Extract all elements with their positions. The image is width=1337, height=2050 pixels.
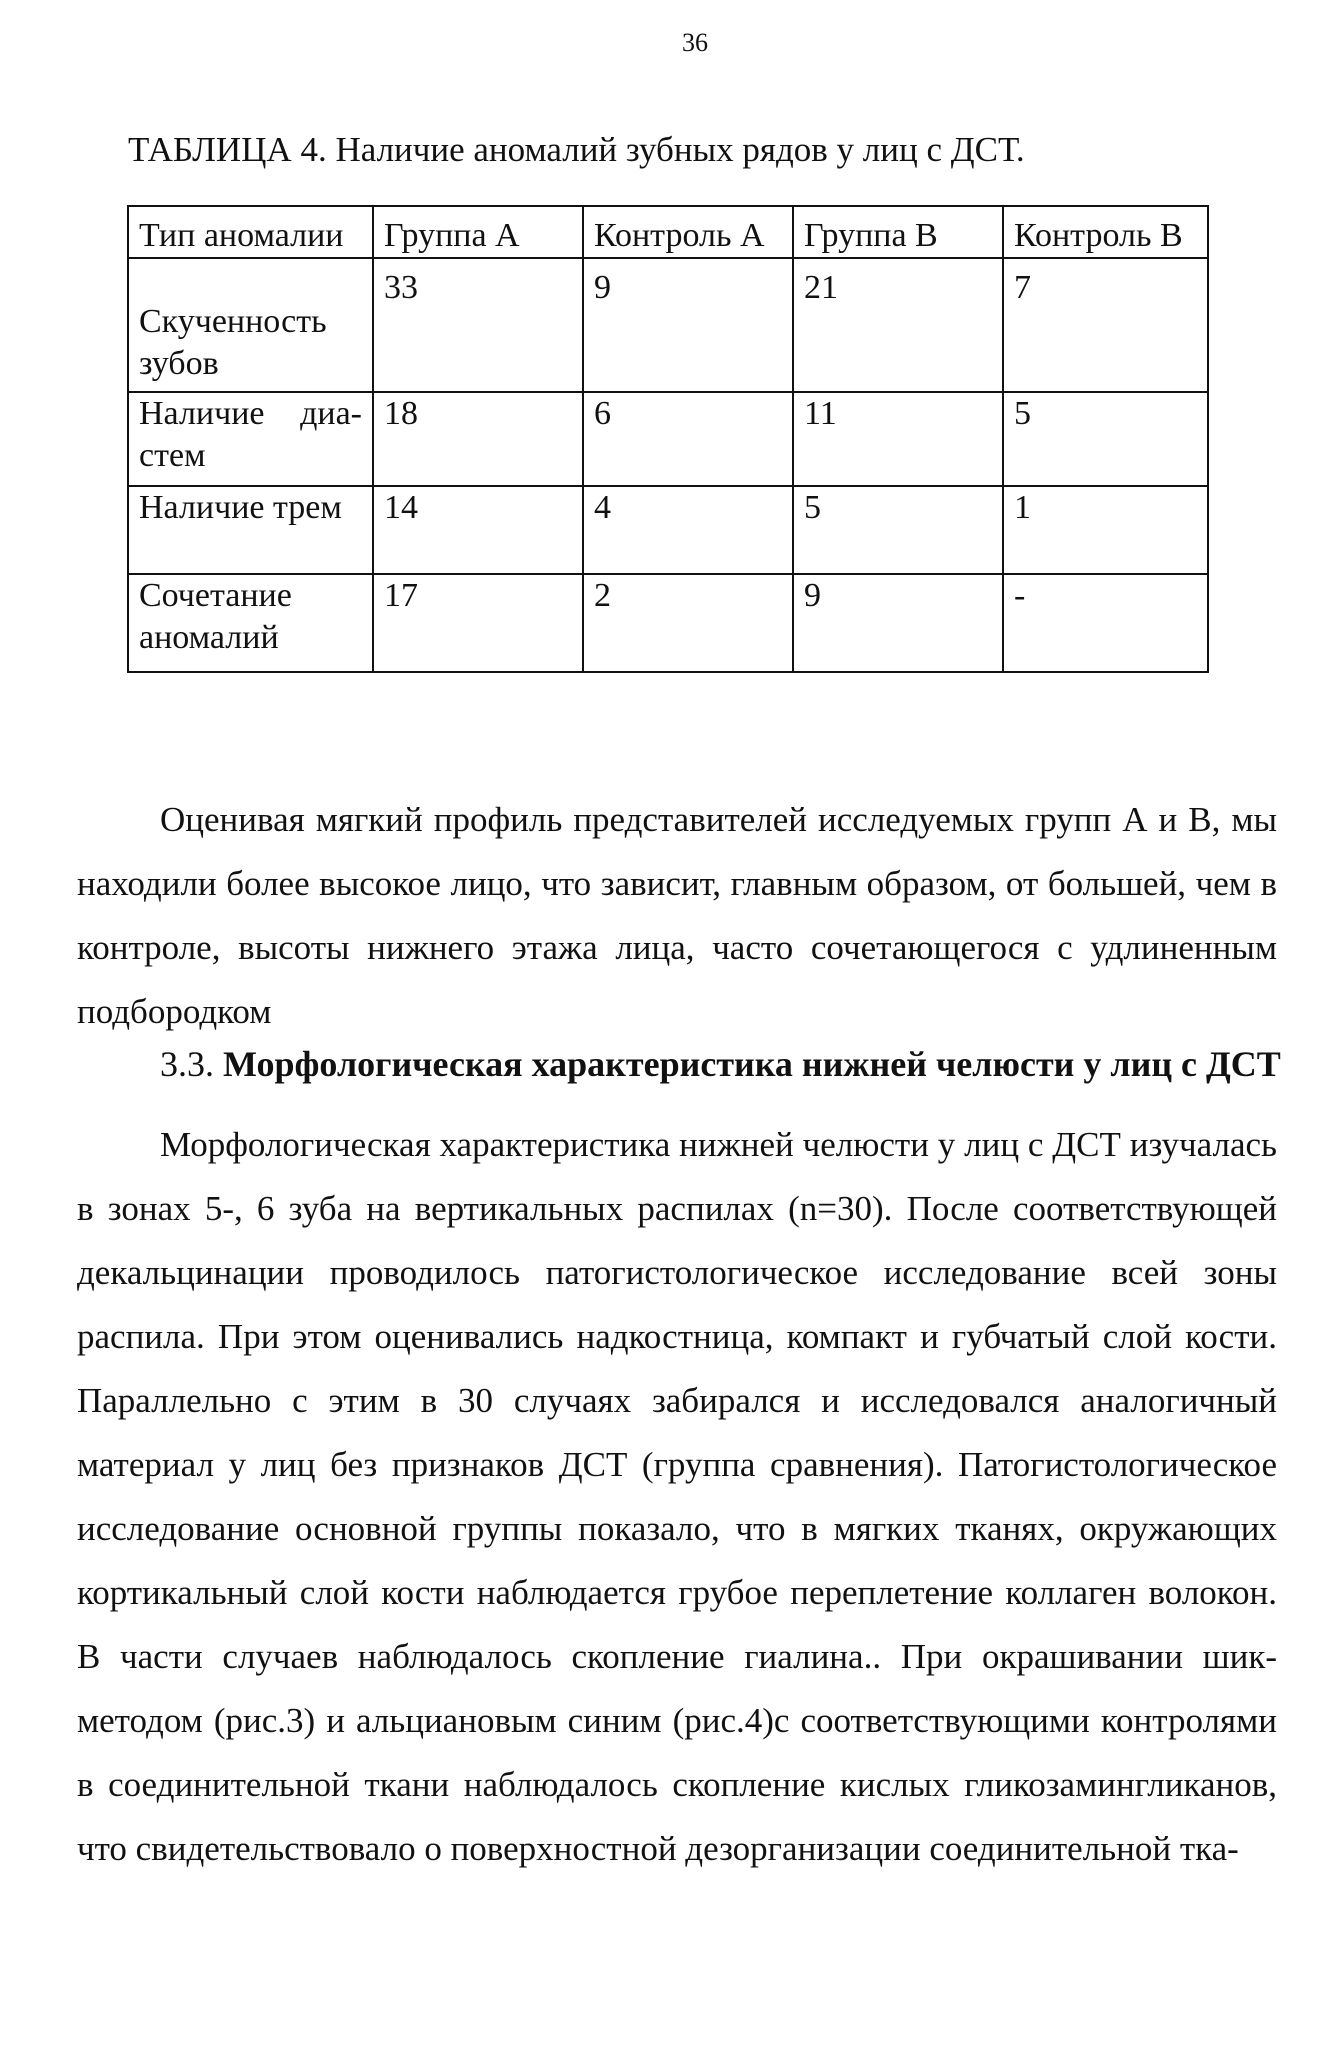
row-label: Наличие диа- стем <box>139 395 362 474</box>
header-control-a: Контроль А <box>583 206 793 258</box>
section-heading <box>160 1043 1281 1085</box>
header-anomaly-type: Тип аномалии <box>128 206 373 258</box>
cell-value: - <box>1003 574 1208 672</box>
row-label: Скученность зубов <box>128 258 373 392</box>
cell-value: 11 <box>793 392 1003 486</box>
cell-value: 9 <box>793 574 1003 672</box>
header-control-b: Контроль В <box>1003 206 1208 258</box>
section-title: Морфологическая характеристика нижней челюсти у лиц с ДСТ <box>223 1044 1281 1084</box>
cell-value: 2 <box>583 574 793 672</box>
cell-value: 17 <box>373 574 583 672</box>
cell-value: 5 <box>1003 392 1208 486</box>
table-row <box>128 486 1208 574</box>
table-caption: ТАБЛИЦА 4. Наличие аномалий зубных рядов у лиц с ДСТ. <box>128 130 1025 169</box>
cell-value: 5 <box>793 486 1003 574</box>
cell-value: 9 <box>583 258 793 392</box>
cell-value: 4 <box>583 486 793 574</box>
cell-value: 14 <box>373 486 583 574</box>
row-label: Сочетание аномалий <box>128 574 373 672</box>
header-group-a: Группа А <box>373 206 583 258</box>
cell-value: 21 <box>793 258 1003 392</box>
cell-value: 33 <box>373 258 583 392</box>
cell-value: 7 <box>1003 258 1208 392</box>
header-group-b: Группа В <box>793 206 1003 258</box>
cell-value: 6 <box>583 392 793 486</box>
table-row <box>128 258 1208 392</box>
cell-value: 18 <box>373 392 583 486</box>
page-number: 36 <box>682 28 708 57</box>
paragraph-morphology: Морфологическая характеристика нижней челюсти у лиц с ДСТ изучалась в зонах 5-, 6 зуба на вертикальных распилах (n=30). После соответствующей декальцинации проводилось патогистологическое исследование всей зоны распила. При этом оценивались надкостница, компакт и губчатый слой кости. Параллельно с этим в 30 случаях забирался и исследовался аналогичный материал у лиц без признаков ДСТ (группа сравнения). Патогистологическое исследование основной группы показало, что в мягких тканях, окружающих кортикальный слой кости наблюдается грубое переплетение коллаген волокон. В части случаев наблюдалось скопление гиалина.. При окрашивании шик-методом (рис.3) и альциановым синим (рис.4)с соответствующими контролями в соединительной ткани наблюдалось скопление кислых гликозамингликанов, что свидетельствовало о поверхностной дезорганизации соединительной тка- <box>77 1125 1277 1868</box>
row-label: Наличие трем <box>128 486 373 574</box>
table-row <box>128 392 1208 486</box>
table-row <box>128 574 1208 672</box>
anomaly-table <box>127 205 1209 673</box>
table-header-row <box>128 206 1208 258</box>
paragraph-soft-profile: Оценивая мягкий профиль представителей исследуемых групп А и В, мы находили более высокое лицо, что зависит, главным образом, от большей, чем в контроле, высоты нижнего этажа лица, часто сочетающегося с удлиненным подбородком <box>77 800 1277 1031</box>
section-number: 3.3. <box>160 1044 214 1084</box>
cell-value: 1 <box>1003 486 1208 574</box>
